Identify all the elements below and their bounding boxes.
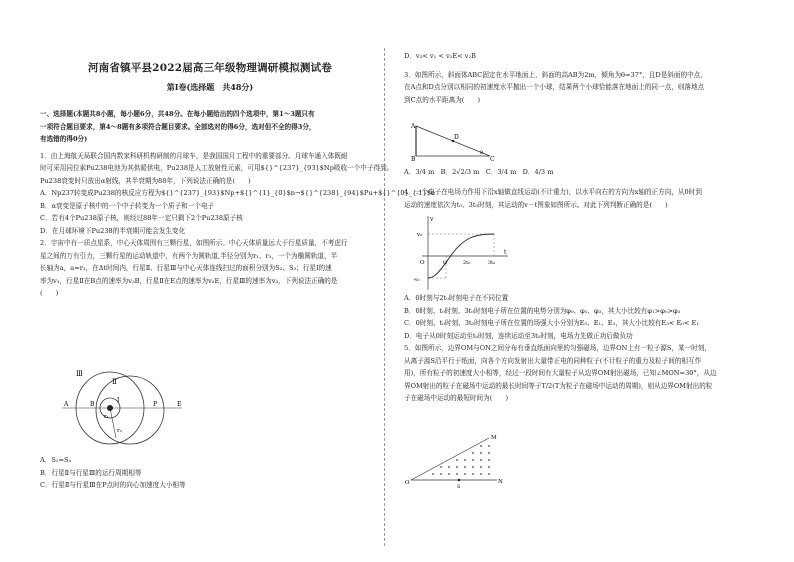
label-e: E bbox=[177, 401, 182, 408]
q4-line: 运动的速度依次为t₀、3t₀时刻，其运动的v－t图象如图所示。对此下列判断正确的是( ) bbox=[404, 200, 668, 209]
field-dot bbox=[488, 466, 490, 468]
label-d: D bbox=[454, 134, 459, 141]
q1-option-b: B．α衰变是原子核中的一个中子转变为一个质子和一个电子 bbox=[40, 201, 215, 210]
q3-line: 3．如图所示，斜面体ABC固定在水平地面上，斜面的高AB为2m，倾角为θ=37°，且D是斜面的中点， bbox=[404, 70, 707, 79]
q1-option-d: D．在月球环境下Pu238的半衰期可能会发生变化 bbox=[40, 226, 186, 235]
label-o: O bbox=[420, 260, 425, 266]
label-2t0: 2t₀ bbox=[463, 260, 471, 266]
q1-line: 时可采用同位素Pu238电池为其供暖供电，Pu238是人工放射性元素，可用${}^{237}_{93}$Np吸收一个中子得到。 bbox=[40, 164, 394, 172]
field-dot bbox=[488, 459, 490, 461]
field-dot bbox=[480, 473, 482, 475]
section1-line: 有选错的得0分) bbox=[40, 135, 88, 143]
right-column bbox=[404, 50, 756, 106]
field-dot bbox=[432, 473, 434, 475]
q4-option-a: A．0时刻与2t₀时刻电子在不同位置 bbox=[404, 294, 509, 302]
field-dot bbox=[464, 459, 466, 461]
q3-line: 到C点的水平距离为( ) bbox=[404, 95, 481, 104]
q2-line: 星之间的万有引力，三颗行星的运动轨道中，有两个为圆轨道,半径分别为r₁、r₃，一个为椭圆轨道，半 bbox=[40, 251, 338, 260]
field-dot bbox=[472, 459, 474, 461]
q4-vt-graph bbox=[412, 214, 512, 294]
label-iii: Ⅲ bbox=[76, 370, 83, 378]
field-dot bbox=[464, 473, 466, 475]
q1-option-c: C．若有4个Pu238原子核，则经过88年一定只剩下2个Pu238原子核 bbox=[40, 214, 243, 222]
field-dot bbox=[480, 452, 482, 454]
field-dot bbox=[480, 445, 482, 447]
q4-option-d: D．电子从0时刻运动至t₀时刻，连续运动至3t₀时刻，电场力先做正功后做负功 bbox=[404, 331, 633, 340]
label-t: t bbox=[504, 249, 507, 256]
label-m: M bbox=[491, 435, 497, 441]
q5-line: 5．如图所示，边界OM与ON之间分布有垂直纸面向里的匀强磁场，边界ON上有一粒子源S，某一时刻， bbox=[404, 344, 711, 352]
field-dots bbox=[432, 445, 490, 475]
boundary-om bbox=[411, 438, 489, 480]
q1-option-a: A．Np237转变成Pu238的核反应方程为${}^{237}_{93}$Np+${}^{1}_{0}$n→${}^{238}_{94}$Pu+${}^{0}_{-1}$e bbox=[40, 189, 436, 197]
q2-option-c: C．行星Ⅱ与行星Ⅲ在P点时的向心加速度大小相等 bbox=[40, 481, 186, 489]
label-b: B bbox=[90, 401, 95, 408]
label-v0: v₀ bbox=[417, 232, 423, 238]
q2-option-b: B．行星Ⅱ与行星Ⅲ的运行周期相等 bbox=[40, 468, 142, 477]
q2-line: 率为v₁，行星Ⅱ在B点的速率为v₂B，行星Ⅱ在E点的速率为v₂E，行星Ⅲ的速率为v₃，下列说法正确的是 bbox=[40, 276, 338, 285]
label-o: O bbox=[405, 480, 410, 486]
field-dot bbox=[456, 459, 458, 461]
field-dot bbox=[448, 466, 450, 468]
q5-line: 子在磁场中运动的最短时间为( ) bbox=[404, 394, 509, 402]
label-r1: r₁ bbox=[104, 414, 109, 420]
q5-line: 从离子源S沿平行于纸面，向各个方向发射出大量带正电的同种粒子(不计粒子的重力及粒子间的相互作 bbox=[404, 356, 702, 365]
q2-option-a: A．S₂=S₃ bbox=[40, 456, 72, 464]
field-dot bbox=[456, 473, 458, 475]
q2-options bbox=[40, 454, 380, 492]
column-divider bbox=[384, 48, 385, 546]
q3-option-d: D．4/3 m bbox=[522, 168, 554, 176]
field-dot bbox=[472, 473, 474, 475]
field-dot bbox=[488, 473, 490, 475]
section1-line: 一项符合题目要求，第4～8题有多项符合题目要求。全部选对的得6分，选对但不全的得3分， bbox=[40, 122, 316, 131]
label-b: B bbox=[411, 156, 416, 163]
q3-option-c: C．3/4 m bbox=[485, 168, 517, 176]
q2-option-d: D．v₃< v₁ < v₂E< v₂B bbox=[404, 52, 476, 60]
q1-line: 1．由上海航天局联合国内数家科研机构研制的月球车，是我国国月工程中的重要部分。月球车通入体既耐 bbox=[40, 151, 348, 160]
q3-options bbox=[404, 166, 756, 179]
label-r3: r₃ bbox=[117, 428, 122, 434]
orbit-iii bbox=[96, 376, 164, 444]
label-c: C bbox=[490, 156, 495, 163]
section1-line: 一、选择题(本题共8小题，每小题6分，共48分。在每小题给出的四个选项中，第1～3题只有 bbox=[40, 110, 315, 118]
field-dot bbox=[480, 459, 482, 461]
q3-incline-figure bbox=[410, 122, 500, 162]
label-p: P bbox=[153, 401, 158, 408]
q2-line: ( ) bbox=[40, 289, 59, 297]
label-a: A bbox=[411, 123, 416, 130]
q4-line: 4．一个电子在电场力作用下沿x轴做直线运动(不计重力)，以水平向右的方向为x轴的正方向，从0时到 bbox=[404, 188, 702, 196]
q5-field-figure bbox=[405, 432, 505, 490]
q2-orbit-figure bbox=[60, 360, 190, 452]
q4-option-b: B．0时刻、t₀时刻、3t₀时刻电子所在位置的电势分别为φ₀、φ₁、φ₃，其大小比较有φ₁>φ₀>φ₃ bbox=[404, 306, 681, 315]
label-3t0: 3t₀ bbox=[488, 260, 496, 266]
label-v: v bbox=[430, 216, 434, 223]
field-dot bbox=[456, 466, 458, 468]
q4-options bbox=[404, 292, 756, 405]
radius-r3 bbox=[110, 408, 116, 438]
q3-option-b: B．2√2/3 m bbox=[440, 168, 480, 176]
label-i: Ⅰ bbox=[117, 397, 120, 404]
q4-option-c: C．0时刻、t₀时刻、3t₀时刻电子所在位置的场强大小分别为E₀、E₁、E₃，其大小比较有E₃< E₀< E₁ bbox=[404, 319, 700, 327]
label-ii: Ⅱ bbox=[112, 378, 117, 386]
label-n: N bbox=[498, 479, 503, 485]
label-a: A bbox=[64, 401, 69, 408]
field-dot bbox=[488, 445, 490, 447]
label-theta: θ bbox=[480, 150, 484, 156]
field-dot bbox=[440, 473, 442, 475]
field-dot bbox=[448, 473, 450, 475]
q3-options-row bbox=[404, 166, 756, 179]
exam-title: 河南省镇平县2022届高三年级物理调研模拟测试卷 bbox=[87, 62, 333, 74]
q3-line: 在A点和D点分别以相同的初速度水平抛出一个小球，结果两个小球恰能落在地面上的同一点，则落地点 bbox=[404, 83, 705, 91]
label-t0: t₀ bbox=[443, 260, 448, 266]
q4-block bbox=[404, 186, 756, 211]
part-title: 第Ⅰ卷(选择题 共48分) bbox=[166, 82, 254, 92]
field-dot bbox=[472, 452, 474, 454]
field-dot bbox=[440, 466, 442, 468]
q3-option-a: A．3/4 m bbox=[404, 168, 435, 176]
q5-line: 用)，所有粒子的初速度大小相等，经过一段时间有大量粒子从边界OM射出磁场，已知∠MON=30°，从边 bbox=[404, 369, 717, 377]
field-dot bbox=[464, 466, 466, 468]
q1-line: Pu238衰变时只放出α射线，其半衰期为88年，下列说法正确的是( ) bbox=[40, 176, 251, 185]
q5-line: 界OM射出的粒子在磁场中运动的最长时间等于T/2(T为粒子在磁场中运动的周期)，则从边界OM射出的粒 bbox=[404, 381, 713, 390]
label-s: S bbox=[457, 484, 461, 490]
label-neg-v0: -v₀ bbox=[413, 277, 420, 283]
source-s bbox=[458, 479, 461, 482]
field-dot bbox=[472, 466, 474, 468]
field-dot bbox=[480, 466, 482, 468]
field-dot bbox=[488, 452, 490, 454]
q2-line: 2．宇宙中有一质点星系，中心天体周围有三颗行星，如图所示。中心天体质量远大于行星质量，不考虑行 bbox=[40, 239, 348, 247]
q2-line: 长轴为a，a=r₃，在Δt时间内，行星Ⅱ、行星Ⅲ与中心天体连线扫过的面积分别为S₂、S₃；行星Ⅰ的速 bbox=[40, 264, 332, 272]
